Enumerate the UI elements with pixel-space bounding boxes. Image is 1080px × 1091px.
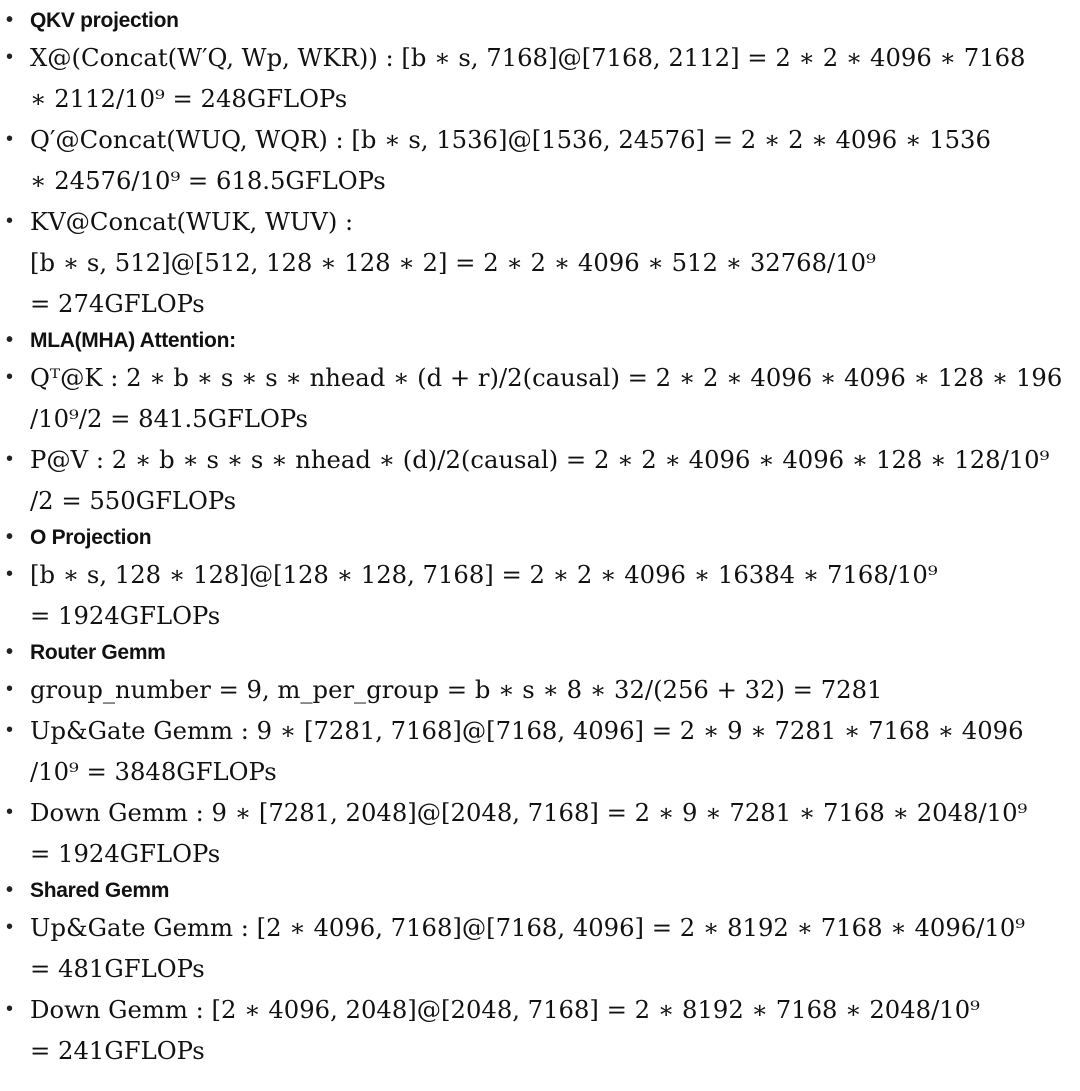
formula-line: Qᵀ@K : 2 ∗ b ∗ s ∗ s ∗ nhead ∗ (d + r)/2(causal) = 2 ∗ 2 ∗ 4096 ∗ 4096 ∗ 128 ∗ 196 [30,363,1063,392]
formula-q-concat [6,119,1080,201]
formula-line: = 241GFLOPs [30,1036,205,1065]
formula-line: KV@Concat(WUK, WUV) : [30,207,354,236]
bullet: • [6,448,14,470]
formula-line: X@(Concat(W′Q, Wp, WKR)) : [b ∗ s, 7168]@[7168, 2112] = 2 ∗ 2 ∗ 4096 ∗ 7168 [30,43,1026,72]
formula-line: ∗ 2112/10⁹ = 248GFLOPs [30,84,348,113]
formula-line: = 1924GFLOPs [30,601,221,630]
bullet: • [6,879,13,901]
formula-kv-concat [6,201,1080,324]
formula-line: [b ∗ s, 128 ∗ 128]@[128 ∗ 128, 7168] = 2 ∗ 2 ∗ 4096 ∗ 16384 ∗ 7168/10⁹ [30,560,938,589]
formula-o-projection [6,554,1080,636]
formula-p-v [6,439,1080,521]
bullet: • [6,128,14,150]
formula-router-down [6,792,1080,874]
heading-text: MLA(MHA) Attention: [30,329,236,352]
section-heading-shared-gemm [6,874,1080,907]
formula-shared-up-gate [6,907,1080,989]
heading-text: QKV projection [30,9,179,32]
bullet: • [6,916,14,938]
section-heading-qkv-projection [6,4,1080,37]
section-heading-router-gemm [6,636,1080,669]
formula-line: = 1924GFLOPs [30,839,221,868]
formula-line: /10⁹ = 3848GFLOPs [30,757,277,786]
formula-line: Q′@Concat(WUQ, WQR) : [b ∗ s, 1536]@[1536, 24576] = 2 ∗ 2 ∗ 4096 ∗ 1536 [30,125,991,154]
bullet: • [6,329,13,351]
bullet: • [6,366,14,388]
formula-line: Up&Gate Gemm : [2 ∗ 4096, 7168]@[7168, 4096] = 2 ∗ 8192 ∗ 7168 ∗ 4096/10⁹ [30,913,1025,942]
bullet: • [6,998,14,1020]
bullet: • [6,526,13,548]
bullet: • [6,801,14,823]
formula-line: P@V : 2 ∗ b ∗ s ∗ s ∗ nhead ∗ (d)/2(causal) = 2 ∗ 2 ∗ 4096 ∗ 4096 ∗ 128 ∗ 128/10⁹ [30,445,1050,474]
formula-line: = 481GFLOPs [30,954,205,983]
heading-text: Router Gemm [30,641,166,664]
formula-line: /10⁹/2 = 841.5GFLOPs [30,404,308,433]
formula-group-number [6,669,1080,710]
bullet: • [6,563,14,585]
heading-text: Shared Gemm [30,879,170,902]
formula-line: /2 = 550GFLOPs [30,486,237,515]
formula-x-concat [6,37,1080,119]
section-heading-mla-attention [6,324,1080,357]
heading-text: O Projection [30,526,152,549]
bullet: • [6,46,14,68]
formula-router-up-gate [6,710,1080,792]
formula-line: Up&Gate Gemm : 9 ∗ [7281, 7168]@[7168, 4096] = 2 ∗ 9 ∗ 7281 ∗ 7168 ∗ 4096 [30,716,1024,745]
formula-shared-down [6,989,1080,1071]
formula-line: group_number = 9, m_per_group = b ∗ s ∗ 8 ∗ 32/(256 + 32) = 7281 [30,675,883,704]
formula-line: = 274GFLOPs [30,289,205,318]
formula-qt-k [6,357,1080,439]
bullet: • [6,678,14,700]
formula-line: ∗ 24576/10⁹ = 618.5GFLOPs [30,166,386,195]
bullet: • [6,210,14,232]
bullet: • [6,641,13,663]
bullet: • [6,9,13,31]
formula-line: Down Gemm : [2 ∗ 4096, 2048]@[2048, 7168] = 2 ∗ 8192 ∗ 7168 ∗ 2048/10⁹ [30,995,980,1024]
formula-line: [b ∗ s, 512]@[512, 128 ∗ 128 ∗ 2] = 2 ∗ 2 ∗ 4096 ∗ 512 ∗ 32768/10⁹ [30,248,876,277]
section-heading-o-projection [6,521,1080,554]
bullet: • [6,719,14,741]
formula-line: Down Gemm : 9 ∗ [7281, 2048]@[2048, 7168] = 2 ∗ 9 ∗ 7281 ∗ 7168 ∗ 2048/10⁹ [30,798,1028,827]
